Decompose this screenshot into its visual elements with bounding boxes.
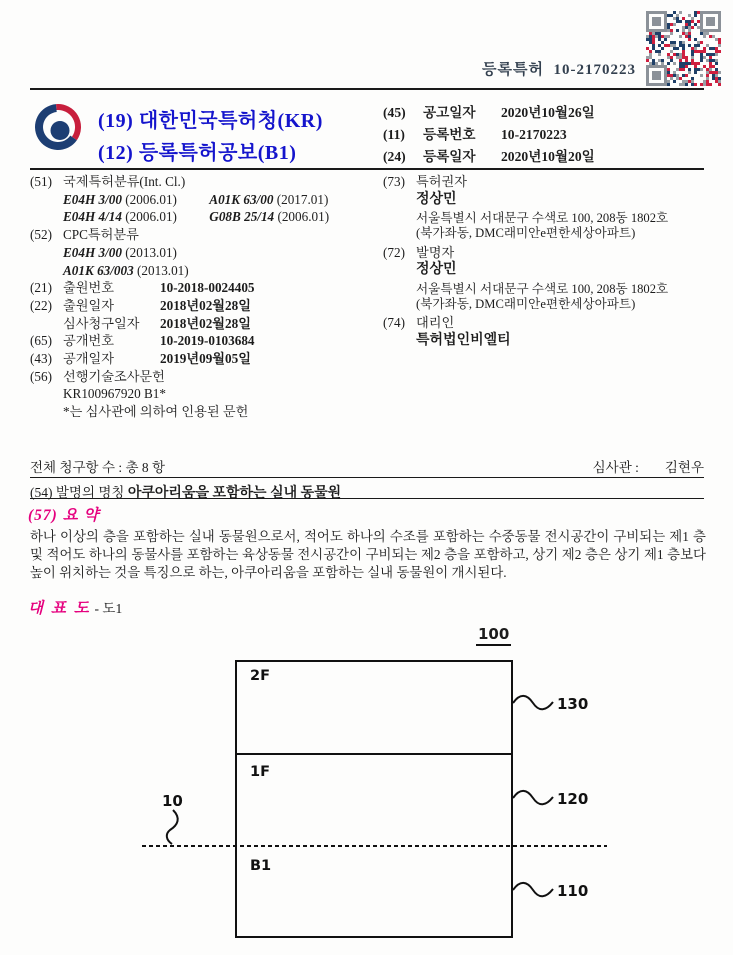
ground-dashed-line <box>142 845 607 847</box>
building-outline <box>235 660 513 938</box>
header-field-row <box>383 124 713 146</box>
field-num: (43) <box>30 351 52 367</box>
ipc-version: (2006.01) <box>277 209 330 225</box>
field-num: (72) <box>383 244 405 260</box>
leader-squiggle-120 <box>512 789 554 807</box>
leader-squiggle-110 <box>512 881 554 899</box>
patentee-name: 정상민 <box>416 191 457 207</box>
field-value: 10-2170223 <box>501 127 567 142</box>
figure-ref-100: 100 <box>476 625 511 646</box>
ipc-code: A01K 63/00 <box>209 191 274 207</box>
field-num: (22) <box>30 297 52 313</box>
biblio-row-publication-number <box>30 332 378 350</box>
patentee-heading <box>383 173 713 191</box>
field-num: (52) <box>30 227 52 243</box>
field-num: (11) <box>383 127 405 142</box>
abstract-text: 하나 이상의 층을 포함하는 실내 동물원으로서, 적어도 하나의 수조를 포함하는 수중동물 전시공간이 구비되는 제1 층 및 적어도 하나의 동물사를 포함하는 육상동물 전시공간이 구비되는 제2 층을 포함하고, 상기 제2 층은 상기 제1 층보다 높이 위치하는 것을 특징으로 하는, 아쿠아리움을 포함하는 실내 동물원이 개시된다. <box>30 529 706 581</box>
doc-number: 10-2170223 <box>553 62 636 78</box>
examiner-name: 김현우 <box>664 460 704 475</box>
ipc-version: (2006.01) <box>125 191 177 207</box>
field-value: 2018년02월28일 <box>160 315 251 331</box>
representative-figure-label: 대 표 도 <box>28 600 91 617</box>
ipc-code: E04H 4/14 <box>63 209 122 225</box>
field-label: 공개번호 <box>63 333 114 349</box>
field-value: 10-2019-0103684 <box>160 333 255 349</box>
field-label: 등록일자 <box>423 149 476 164</box>
biblio-left-column <box>30 173 378 421</box>
figure-ref-130: 130 <box>557 695 589 713</box>
biblio-row-application-number <box>30 279 378 297</box>
ipc-code-row <box>63 191 378 209</box>
field-label: CPC특허분류 <box>63 227 139 243</box>
biblio-right-column <box>383 173 713 351</box>
inventor-address-line2: (북가좌동, DMC래미안e편한세상아파트) <box>416 296 636 311</box>
doc-kind-label: 등록특허 <box>482 62 544 78</box>
field-label: 선행기술조사문헌 <box>63 368 165 384</box>
field-value: 2020년10월20일 <box>501 149 595 164</box>
office-title: (19) 대한민국특허청(KR) <box>98 110 323 132</box>
cpc-code-row <box>63 262 378 280</box>
prior-art-note: *는 심사관에 의하여 인용된 문헌 <box>63 404 249 420</box>
cpc-version: (2013.01) <box>125 244 177 260</box>
field-label: 공개일자 <box>63 351 114 367</box>
cpc-version: (2013.01) <box>137 262 189 278</box>
divider-top <box>30 88 704 90</box>
abstract-heading: (57) 요 약 <box>28 507 100 524</box>
ipc-code: G08B 25/14 <box>209 209 275 225</box>
field-num: (74) <box>383 315 405 331</box>
biblio-row-exam-request-date <box>30 315 378 333</box>
header-field-table <box>383 102 713 168</box>
inventor-name: 정상민 <box>416 262 457 278</box>
field-value: 2020년10월26일 <box>501 105 595 120</box>
cpc-code: A01K 63/003 <box>63 262 134 278</box>
biblio-row-filing-date <box>30 297 378 315</box>
agent-section <box>383 314 713 349</box>
ipc-version: (2017.01) <box>276 191 329 207</box>
divider-title <box>30 498 704 499</box>
prior-art-document: KR100967920 B1* <box>63 386 166 402</box>
field-num: (51) <box>30 174 52 189</box>
field-num: (56) <box>30 368 52 384</box>
floor-label-b1: B1 <box>250 858 272 874</box>
cpc-code-row <box>63 244 378 262</box>
field-value: 2018년02월28일 <box>160 297 251 313</box>
field-label: 발명의 명칭 <box>55 485 125 500</box>
figure-ref-10: 10 <box>162 792 183 810</box>
patentee-address-line2: (북가좌동, DMC래미안e편한세상아파트) <box>416 226 636 240</box>
field-num: (45) <box>383 105 406 120</box>
cpc-heading <box>30 226 378 244</box>
field-value: 2019년09월05일 <box>160 351 251 367</box>
ipc-code-row <box>63 208 378 226</box>
document-id-header <box>0 58 636 79</box>
header-field-row <box>383 102 713 124</box>
field-value: 10-2018-0024405 <box>160 280 255 296</box>
figure-ref-110: 110 <box>557 882 589 900</box>
leader-squiggle-10 <box>160 808 184 846</box>
floor-label-1f: 1F <box>250 764 270 780</box>
floor-label-2f: 2F <box>250 668 270 684</box>
examiner-label: 심사관 : <box>592 460 639 475</box>
field-num: (24) <box>383 149 406 164</box>
kipo-logo-icon <box>32 102 84 152</box>
field-label: 심사청구일자 <box>63 315 140 331</box>
publication-title: (12) 등록특허공보(B1) <box>98 142 297 164</box>
divider-header <box>30 168 704 170</box>
figure-ref-120: 120 <box>557 790 589 808</box>
field-label: 국제특허분류(Int. Cl.) <box>63 174 186 189</box>
ipc-version: (2006.01) <box>125 209 177 225</box>
biblio-row-publication-date <box>30 350 378 368</box>
field-label: 발명자 <box>416 244 455 260</box>
examiner-block <box>593 456 704 476</box>
patentee-address-line1: 서울특별시 서대문구 수색로 100, 208동 1802호 <box>416 211 669 226</box>
field-label: 공고일자 <box>423 105 476 120</box>
field-num: (54) <box>30 485 53 500</box>
field-label: 특허권자 <box>416 174 467 189</box>
representative-figure-value: - 도1 <box>94 601 123 616</box>
field-label: 등록번호 <box>423 127 476 142</box>
inventor-section <box>383 244 713 312</box>
field-label: 출원일자 <box>63 297 114 313</box>
divider-claims <box>30 477 704 478</box>
field-num: (21) <box>30 280 52 296</box>
agent-heading <box>383 314 713 332</box>
prior-art-heading <box>30 368 378 386</box>
field-label: 대리인 <box>416 315 455 331</box>
representative-drawing <box>0 618 733 955</box>
qr-code-icon <box>646 11 721 86</box>
floor-divider-line <box>235 753 513 755</box>
inventor-address-line1: 서울특별시 서대문구 수색로 100, 208동 1802호 <box>416 282 669 296</box>
field-num: (65) <box>30 333 52 349</box>
inventor-heading <box>383 244 713 262</box>
total-claims-text: 전체 청구항 수 : 총 8 항 <box>30 460 166 475</box>
leader-squiggle-130 <box>512 694 554 712</box>
ipc-code: E04H 3/00 <box>63 191 122 207</box>
patentee-section <box>383 173 713 241</box>
agent-name: 특허법인비엘티 <box>416 332 511 348</box>
header-field-row <box>383 146 713 168</box>
cpc-code: E04H 3/00 <box>63 244 122 260</box>
claims-examiner-row <box>30 456 704 476</box>
ipc-heading <box>30 173 378 191</box>
representative-figure-row <box>28 596 122 618</box>
field-label: 출원번호 <box>63 280 114 296</box>
field-num: (73) <box>383 174 405 189</box>
invention-title: 아쿠아리움을 포함하는 실내 동물원 <box>127 486 342 501</box>
